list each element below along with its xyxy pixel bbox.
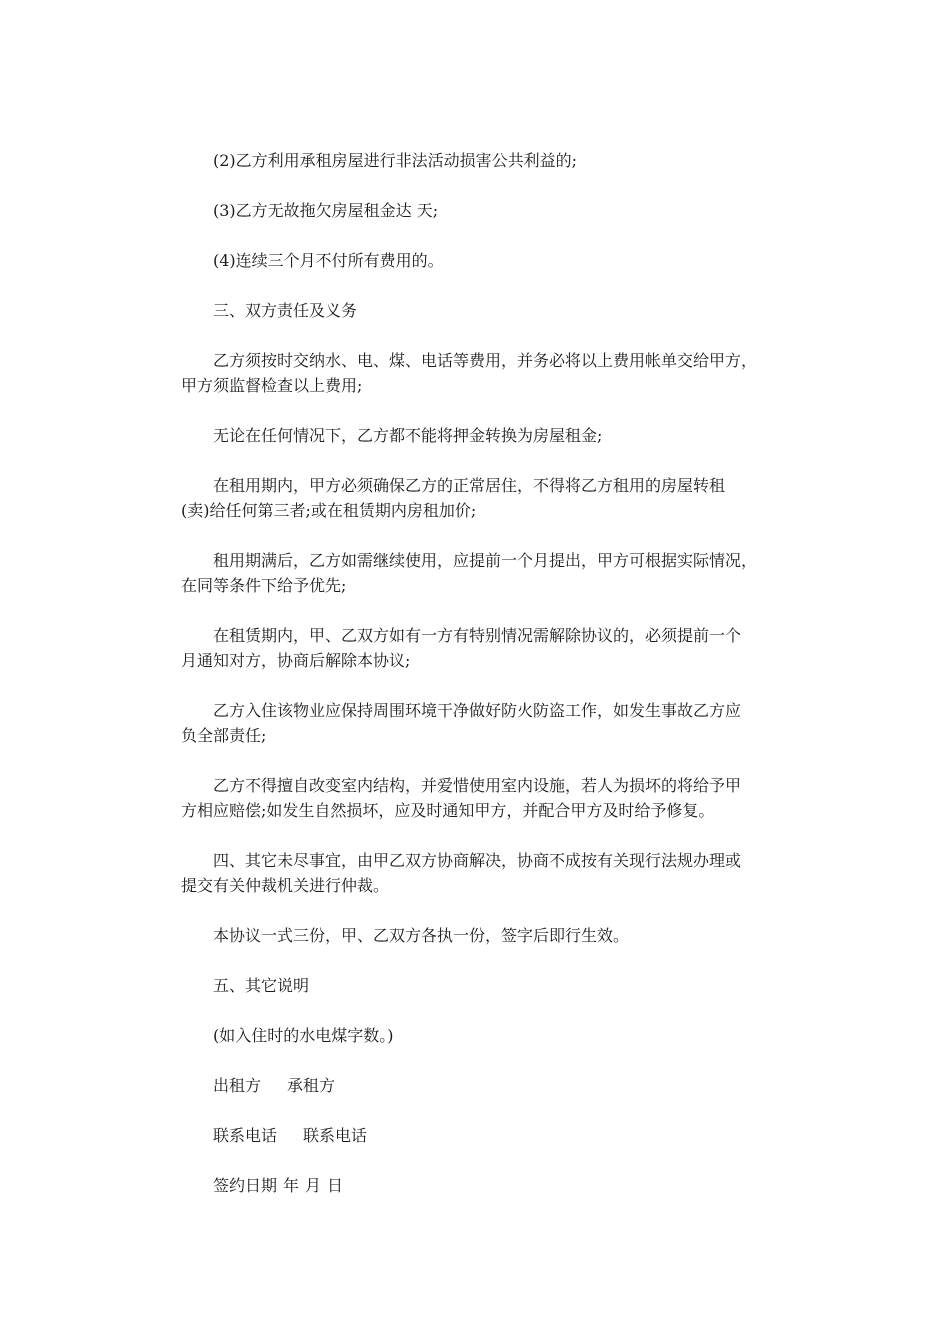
clause-3 — [181, 198, 813, 223]
text-line: (如入住时的水电煤字数。) — [213, 1026, 394, 1045]
clause-4 — [181, 248, 813, 273]
section-heading-5 — [181, 973, 813, 998]
text-line: 三、双方责任及义务 — [213, 301, 358, 320]
text-line: 提交有关仲裁机关进行仲裁。 — [181, 876, 390, 895]
paragraph-safety — [181, 698, 781, 748]
text-line: 在租用期内，甲方必须确保乙方的正常居住，不得将乙方租用的房屋转租 — [213, 476, 726, 495]
text-line: 方相应赔偿;如发生自然损坏，应及时通知甲方，并配合甲方及时给予修复。 — [181, 801, 715, 820]
date-label: 签约日期 — [213, 1176, 278, 1195]
paragraph-termination — [181, 623, 781, 673]
text-line: 租用期满后，乙方如需继续使用，应提前一个月提出，甲方可根据实际情况， — [213, 551, 758, 570]
text-line: (卖)给任何第三者;或在租赁期内房租加价; — [181, 501, 477, 520]
year-label: 年 — [283, 1176, 300, 1195]
section-heading-3 — [181, 298, 813, 323]
text-line: (4)连续三个月不付所有费用的。 — [213, 251, 444, 270]
paragraph-fees — [181, 348, 781, 398]
paragraph-renewal — [181, 548, 781, 598]
text-line: 五、其它说明 — [213, 976, 310, 995]
month-label: 月 — [305, 1176, 322, 1195]
lessee-label: 承租方 — [287, 1076, 336, 1095]
paragraph-structure — [181, 773, 781, 823]
text-line: 乙方入住该物业应保持周围环境干净做好防火防盗工作，如发生事故乙方应 — [213, 701, 742, 720]
lessor-label: 出租方 — [213, 1076, 262, 1095]
lessor-phone-label: 联系电话 — [213, 1126, 278, 1145]
text-line: 月通知对方，协商后解除本协议; — [181, 651, 411, 670]
signature-phone-row — [181, 1123, 813, 1148]
signature-parties-row — [181, 1073, 813, 1098]
text-line: 四、其它未尽事宜，由甲乙双方协商解决，协商不成按有关现行法规办理或 — [213, 851, 742, 870]
paragraph-deposit — [181, 423, 813, 448]
text-line: 乙方不得擅自改变室内结构，并爱惜使用室内设施，若人为损坏的将给予甲 — [213, 776, 742, 795]
paragraph-copies — [181, 923, 813, 948]
text-line: 本协议一式三份，甲、乙双方各执一份，签字后即行生效。 — [213, 926, 630, 945]
clause-2 — [181, 148, 813, 173]
text-line: (3)乙方无故拖欠房屋租金达 天; — [213, 201, 439, 220]
day-label: 日 — [327, 1176, 344, 1195]
section-4-other-matters — [181, 848, 781, 898]
text-line: 甲方须监督检查以上费用; — [181, 376, 363, 395]
signature-date-row — [181, 1173, 813, 1198]
paragraph-sublet — [181, 473, 781, 523]
text-line: 在租赁期内，甲、乙双方如有一方有特别情况需解除协议的，必须提前一个 — [213, 626, 742, 645]
lessee-phone-label: 联系电话 — [303, 1126, 368, 1145]
text-line: 无论在任何情况下，乙方都不能将押金转换为房屋租金; — [213, 426, 603, 445]
text-line: 在同等条件下给予优先; — [181, 576, 347, 595]
text-line: 乙方须按时交纳水、电、煤、电话等费用，并务必将以上费用帐单交给甲方， — [213, 351, 758, 370]
text-line: (2)乙方利用承租房屋进行非法活动损害公共利益的; — [213, 151, 578, 170]
paragraph-remarks — [181, 1023, 813, 1048]
text-line: 负全部责任; — [181, 726, 267, 745]
